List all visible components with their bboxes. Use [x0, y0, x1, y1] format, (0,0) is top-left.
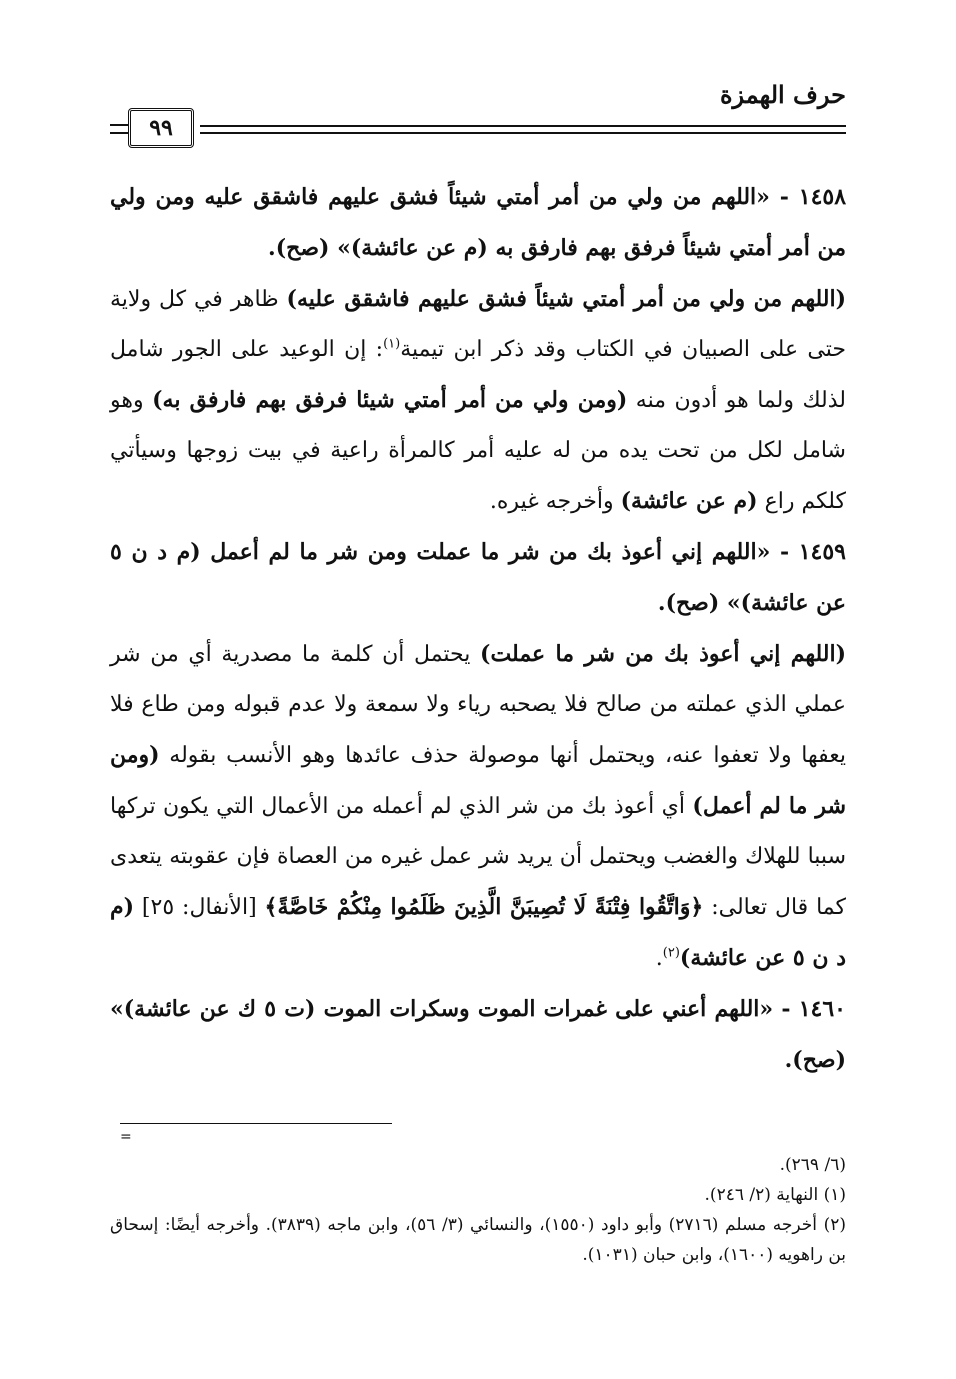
entry-number: ١٤٥٩ -: [770, 539, 846, 565]
commentary-text: ظاهر في كل ولاية حتى على الصبيان في الكتاب وقد ذكر ابن تيمية: [110, 287, 846, 362]
quoted-phrase: (ومن شر ما لم أعمل): [110, 742, 846, 819]
source-ref: (م عن عائشة): [620, 488, 758, 514]
commentary-text: .: [655, 946, 663, 971]
commentary-text: وهو شامل لكل من تحت يده من له عليه أمر كالمرأة راعية في بيت زوجها وسيأتي كلكم راع: [110, 388, 846, 514]
commentary-text: أي أعوذ بك من شر الذي لم أعمله من الأعمال التي يكون تركها سببا للهلاك والغضب ويحتمل أن يريد شر عمل غيره من العصاة فإن عقوبته يتعدى كما قال تعالى:: [110, 794, 846, 920]
entry-1459: [110, 527, 846, 629]
footnotes: [110, 1150, 846, 1270]
quran-verse: ﴿وَاتَّقُوا فِتْنَةً لَا تُصِيبَنَّ الَّذِينَ ظَلَمُوا مِنْكُمْ خَاصَّةً﴾: [264, 894, 704, 920]
hadith-text: «اللهم من ولي من أمر أمتي شيئاً فشق عليهم فاشقق عليه ومن ولي من أمر أمتي شيئاً فرفق بهم فارفق به (م عن عائشة)» (صح).: [110, 184, 846, 261]
quoted-phrase: (ومن ولي من أمر أمتي شيئا فرفق بهم فارفق به): [152, 387, 628, 413]
main-text: [110, 172, 846, 1086]
header-rule-tail: [110, 124, 128, 134]
quoted-phrase: (اللهم من ولي من أمر أمتي شيئاً فشق عليهم فاشقق عليه): [286, 286, 846, 312]
commentary-1458: [110, 274, 846, 527]
footnote-2: (٢) أخرجه مسلم (٢٧١٦) وأبو داود (١٥٥٠)، والنسائي (٣/ ٥٦)، وابن ماجه (٣٨٣٩). وأخرجه أيضًا: إسحاق بن راهويه (١٦٠٠)، وابن حبان (١٠٣١).: [110, 1215, 846, 1265]
footnote-continued: (٦/ ٢٦٩).: [779, 1155, 846, 1175]
running-header-title: حرف الهمزة: [719, 80, 846, 109]
header-double-rule: [200, 125, 846, 134]
commentary-1459: [110, 629, 846, 984]
page-number: ٩٩: [128, 108, 194, 148]
hadith-text: «اللهم إني أعوذ بك من شر ما عملت ومن شر ما لم أعمل (م د ن ٥ عن عائشة)» (صح).: [110, 539, 846, 616]
footnote-ref-2: (٢): [662, 945, 680, 961]
verse-reference: [الأنفال: ٢٥]: [134, 895, 265, 920]
footnote-ref-1: (١): [383, 336, 401, 352]
commentary-text: يحتمل أن كلمة ما مصدرية أي من شر عملي الذي عملته من صالح فلا يصحبه رياء ولا سمعة ولا عدم قبوله ومن طاع فلا يعفها ولا تعفوا عنه، ويحتمل أنها موصولة حذف عائدها وهو الأنسب بقوله: [110, 642, 846, 768]
source-ref: (م د ن ٥ عن عائشة): [110, 894, 846, 971]
commentary-text: : إن الوعيد على الجور شامل لذلك ولما هو أدون منه: [110, 337, 846, 413]
entry-1458: [110, 172, 846, 274]
commentary-text: وأخرجه غيره.: [489, 489, 621, 514]
hadith-text: «اللهم أعني على غمرات الموت وسكرات الموت (ت ٥ ك عن عائشة)» (صح).: [110, 996, 846, 1073]
footnote-separator: [120, 1123, 392, 1124]
entry-number: ١٤٦٠ -: [773, 996, 846, 1022]
footnote-continuation-mark: =: [120, 1129, 132, 1145]
entry-number: ١٤٥٨ -: [769, 184, 847, 210]
quoted-phrase: (اللهم إني أعوذ بك من شر ما عملت): [480, 641, 846, 667]
footnote-1: (١) النهاية (٢/ ٢٤٦).: [704, 1185, 846, 1205]
entry-1460: [110, 984, 846, 1086]
